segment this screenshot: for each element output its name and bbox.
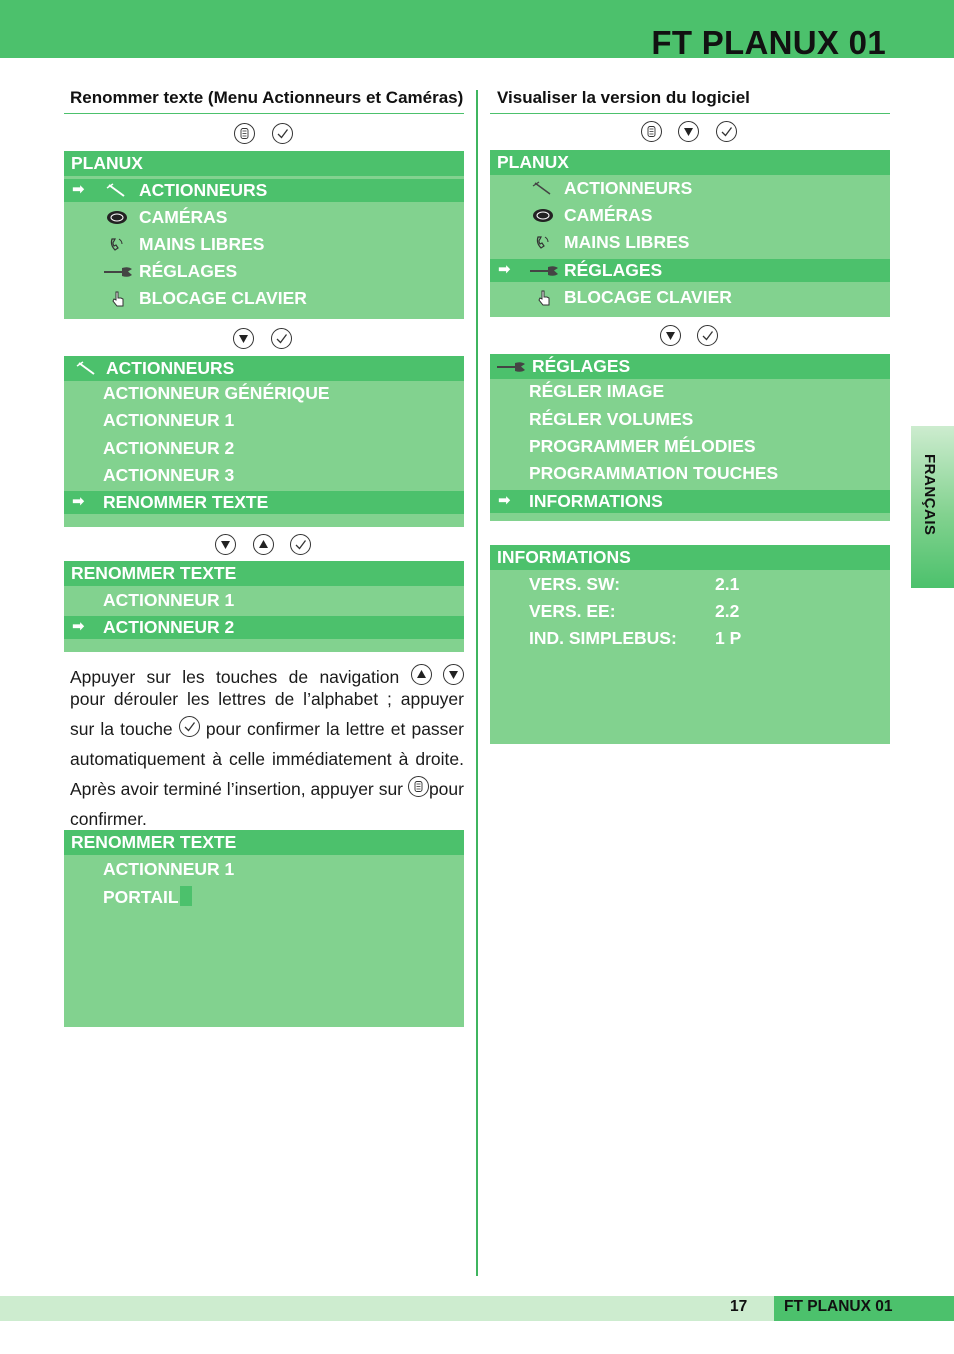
left-key-sequence-1 <box>234 123 294 145</box>
editor-line-1 <box>64 858 464 881</box>
menu-item-label: CAMÉRAS <box>139 207 228 227</box>
footer-title: FT PLANUX 01 <box>784 1298 893 1315</box>
screen-header-label: RÉGLAGES <box>532 356 631 376</box>
list-item[interactable] <box>64 437 464 460</box>
instruction-text-2: pour dérouler les lettres de l’alphabet ; appuyer sur la touche <box>70 689 464 739</box>
down-key-icon <box>215 534 236 555</box>
up-key-icon <box>411 664 432 685</box>
screen-header: PLANUX <box>490 150 890 175</box>
left-screen-main-menu <box>64 151 464 319</box>
list-item[interactable] <box>64 382 464 405</box>
right-screen-reglages <box>490 354 890 521</box>
menu-item-reglages[interactable] <box>64 260 464 283</box>
language-tab[interactable] <box>911 426 954 588</box>
list-item-selected[interactable] <box>64 616 464 639</box>
wrench-icon <box>528 262 560 279</box>
menu-item-label: ACTIONNEURS <box>139 180 268 200</box>
list-item-label: ACTIONNEUR 2 <box>103 438 235 458</box>
selection-arrow-icon: ➡ <box>498 492 511 509</box>
hand-icon <box>532 289 558 306</box>
selection-arrow-icon: ➡ <box>72 181 85 198</box>
screen-header: PLANUX <box>64 151 464 176</box>
up-key-icon <box>253 534 274 555</box>
list-item-label: ACTIONNEUR GÉNÉRIQUE <box>103 383 330 403</box>
selection-arrow-icon: ➡ <box>72 618 85 635</box>
list-item-label: ACTIONNEUR 1 <box>103 590 235 610</box>
instruction-text-1: Appuyer sur les touches de navigation <box>70 667 400 687</box>
typed-text: PORTAIL <box>103 887 179 907</box>
info-label: IND. SIMPLEBUS: <box>529 628 677 648</box>
list-item[interactable] <box>490 408 890 431</box>
right-key-sequence-1 <box>641 121 741 143</box>
left-key-sequence-3 <box>215 534 315 556</box>
screen-header: RENOMMER TEXTE <box>64 561 464 586</box>
wrench-icon <box>495 358 527 375</box>
list-item-label: RÉGLER IMAGE <box>529 381 665 401</box>
info-value: 1 P <box>715 628 742 648</box>
text-input-field[interactable] <box>103 886 192 908</box>
left-section-title: Renommer texte (Menu Actionneurs et Caméras) <box>70 88 464 107</box>
screen-header: INFORMATIONS <box>490 545 890 570</box>
menu-item-label: MAINS LIBRES <box>564 232 690 252</box>
menu-item-cameras[interactable] <box>64 206 464 229</box>
ok-key-icon <box>697 325 718 346</box>
menu-item-label: RÉGLAGES <box>139 261 238 281</box>
menu-item-actionneurs[interactable] <box>64 179 464 202</box>
hand-icon <box>106 290 132 307</box>
menu-item-cameras[interactable] <box>490 204 890 227</box>
menu-item-label: MAINS LIBRES <box>139 234 265 254</box>
left-title-underline <box>64 113 464 114</box>
menu-item-mains-libres[interactable] <box>64 233 464 256</box>
menu-item-mains-libres[interactable] <box>490 231 890 254</box>
right-screen-informations <box>490 545 890 744</box>
info-row <box>490 600 890 623</box>
menu-item-label: ACTIONNEURS <box>564 178 693 198</box>
list-item-label: RENOMMER TEXTE <box>103 492 269 512</box>
right-section-title: Visualiser la version du logiciel <box>497 88 750 107</box>
language-tab-label: FRANÇAIS <box>921 454 938 536</box>
camera-icon <box>530 207 556 224</box>
menu-key-icon <box>408 776 429 797</box>
editor-line-2[interactable] <box>64 885 464 908</box>
down-key-icon <box>233 328 254 349</box>
left-screen-actionneurs <box>64 356 464 527</box>
list-item-label: ACTIONNEUR 2 <box>103 617 235 637</box>
page-number: 17 <box>730 1298 748 1315</box>
actuator-icon <box>530 180 556 197</box>
selection-arrow-icon: ➡ <box>498 261 511 278</box>
menu-item-actionneurs[interactable] <box>490 177 890 200</box>
list-item[interactable] <box>64 464 464 487</box>
left-key-sequence-2 <box>233 328 293 350</box>
right-key-sequence-2 <box>660 325 720 347</box>
text-cursor <box>180 886 192 906</box>
info-label: VERS. SW: <box>529 574 621 594</box>
instruction-text-3: pour confirmer la lettre et passer automatiquement à celle immédiatement à droite. Après avoir terminé l’insertion, appuyer sur <box>70 719 464 799</box>
ok-key-icon <box>271 328 292 349</box>
info-label: VERS. EE: <box>529 601 616 621</box>
actuator-icon <box>74 360 100 377</box>
screen-header <box>490 354 890 379</box>
menu-key-icon <box>234 123 255 144</box>
list-item-label: ACTIONNEUR 3 <box>103 465 235 485</box>
wrench-icon <box>102 263 134 280</box>
list-item-label: PROGRAMMATION TOUCHES <box>529 463 779 483</box>
right-title-underline <box>490 113 890 114</box>
info-value: 2.2 <box>715 601 740 621</box>
column-divider <box>476 90 478 1276</box>
screen-header-label: ACTIONNEURS <box>106 358 235 378</box>
list-item[interactable] <box>64 589 464 612</box>
menu-item-label: BLOCAGE CLAVIER <box>564 287 732 307</box>
list-item[interactable] <box>490 462 890 485</box>
list-item[interactable] <box>64 409 464 432</box>
menu-item-reglages[interactable] <box>490 259 890 282</box>
handset-icon <box>104 236 130 253</box>
actuator-icon <box>104 182 130 199</box>
list-item-renommer-texte[interactable] <box>64 491 464 514</box>
down-key-icon <box>660 325 681 346</box>
selection-arrow-icon: ➡ <box>72 493 85 510</box>
left-screen-text-editor <box>64 830 464 1027</box>
right-screen-main-menu <box>490 150 890 317</box>
menu-item-label: CAMÉRAS <box>564 205 653 225</box>
down-key-icon <box>678 121 699 142</box>
instruction-paragraph <box>70 664 464 834</box>
info-row <box>490 627 890 650</box>
menu-item-blocage-clavier[interactable] <box>64 287 464 310</box>
left-screen-renommer-texte <box>64 561 464 652</box>
menu-item-label: BLOCAGE CLAVIER <box>139 288 307 308</box>
editor-line-label: ACTIONNEUR 1 <box>103 859 235 879</box>
menu-key-icon <box>641 121 662 142</box>
ok-key-icon <box>290 534 311 555</box>
down-key-icon <box>443 664 464 685</box>
list-item-label: INFORMATIONS <box>529 491 663 511</box>
list-item[interactable] <box>490 380 890 403</box>
list-item-label: RÉGLER VOLUMES <box>529 409 694 429</box>
list-item-label: PROGRAMMER MÉLODIES <box>529 436 756 456</box>
instruction-text-4: pour confirmer. <box>70 779 464 829</box>
document-title: FT PLANUX 01 <box>651 24 886 61</box>
menu-item-label: RÉGLAGES <box>564 260 663 280</box>
ok-key-icon <box>272 123 293 144</box>
list-item[interactable] <box>490 435 890 458</box>
screen-header <box>64 356 464 381</box>
menu-item-blocage-clavier[interactable] <box>490 286 890 309</box>
info-value: 2.1 <box>715 574 740 594</box>
screen-header: RENOMMER TEXTE <box>64 830 464 855</box>
handset-icon <box>530 234 556 251</box>
list-item-informations[interactable] <box>490 490 890 513</box>
ok-key-icon <box>716 121 737 142</box>
info-row <box>490 573 890 596</box>
list-item-label: ACTIONNEUR 1 <box>103 410 235 430</box>
camera-icon <box>104 209 130 226</box>
ok-key-icon <box>179 716 200 737</box>
